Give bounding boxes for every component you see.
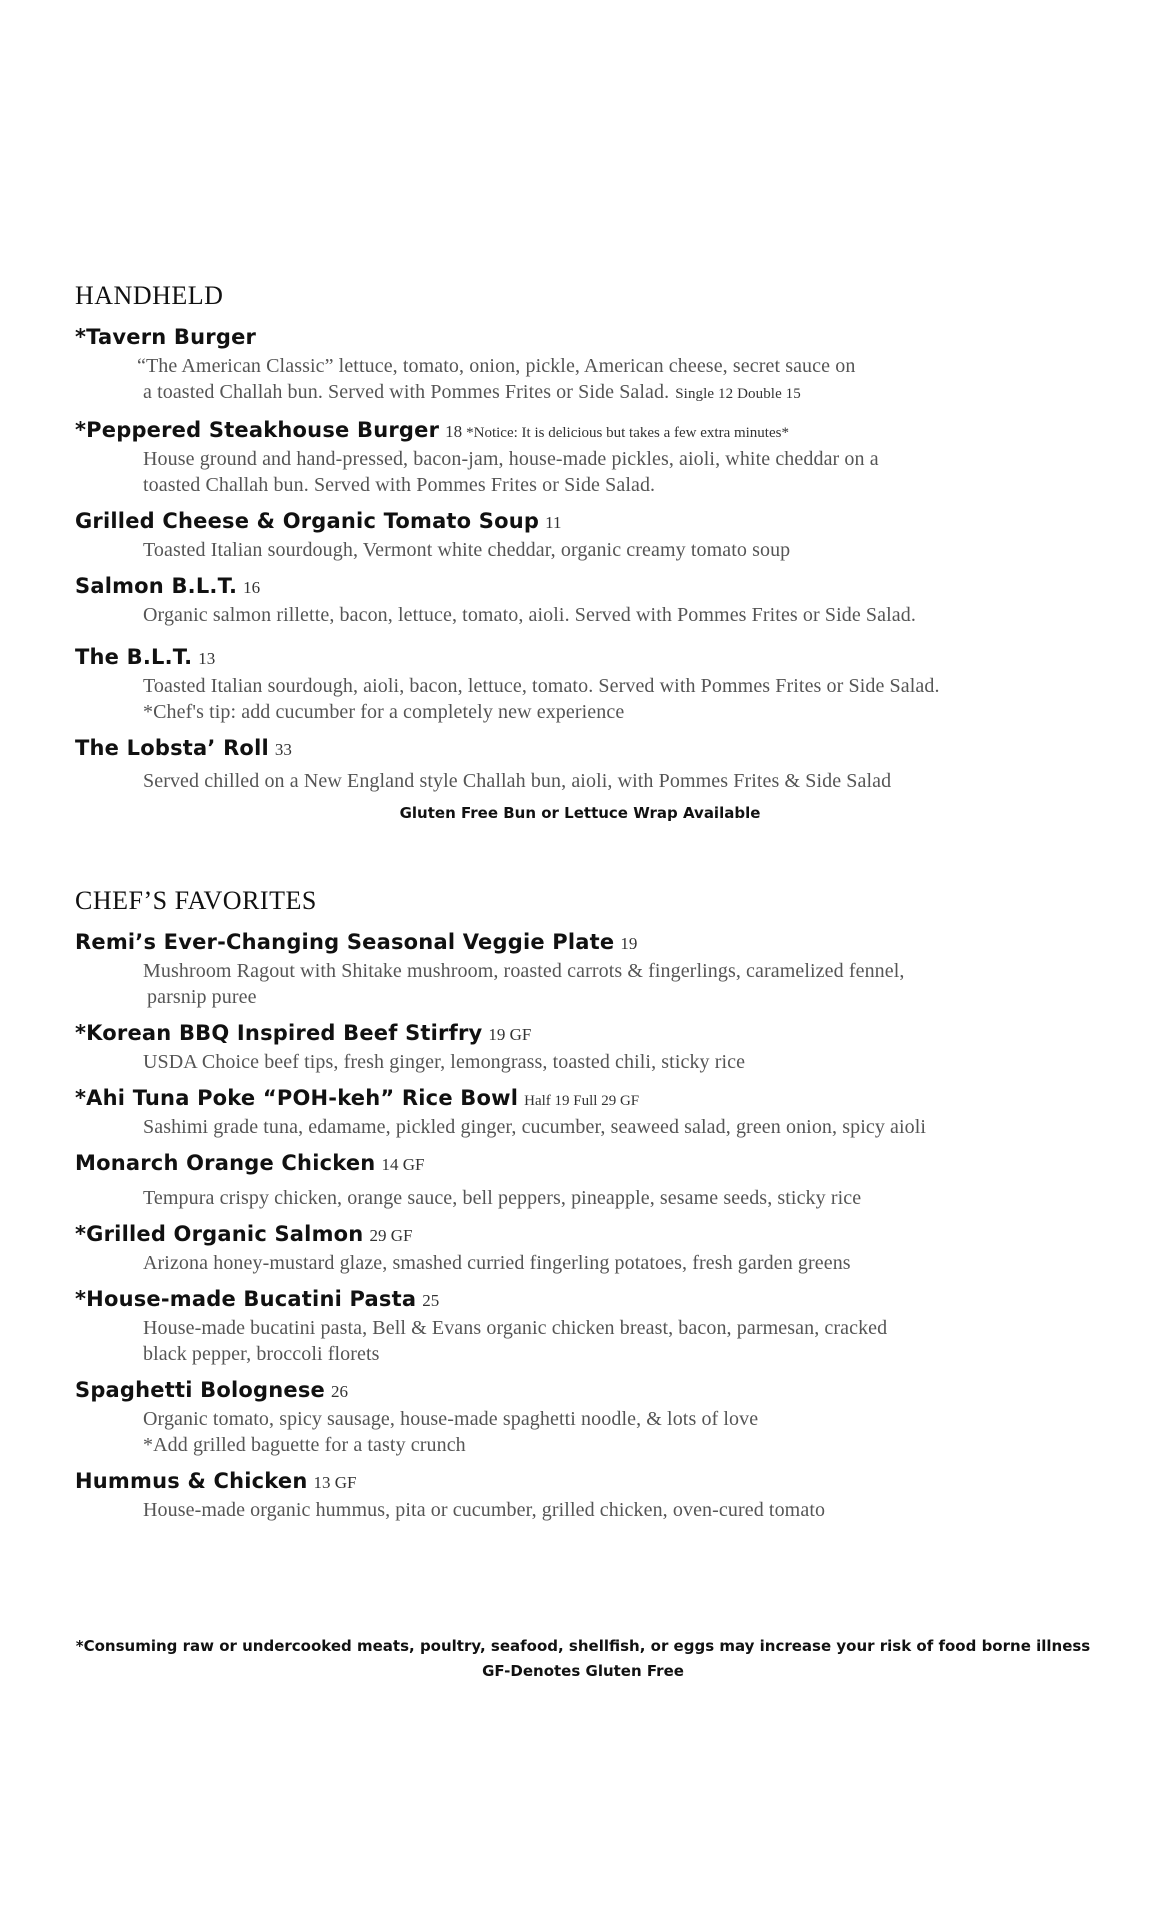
item-name: *Peppered Steakhouse Burger bbox=[75, 418, 440, 442]
item-name: Salmon B.L.T. bbox=[75, 574, 238, 598]
item-description: Arizona honey-mustard glaze, smashed curried fingerling potatoes, fresh garden greens bbox=[143, 1252, 851, 1274]
item-name: Hummus & Chicken bbox=[75, 1469, 308, 1493]
menu-item bbox=[75, 508, 1085, 563]
section-title-chefs-favorites: CHEF’S FAVORITES bbox=[75, 886, 317, 915]
section-title-handheld: HANDHELD bbox=[75, 281, 224, 310]
item-description: Organic tomato, spicy sausage, house-made spaghetti noodle, & lots of love bbox=[143, 1408, 759, 1430]
item-description: Toasted Italian sourdough, Vermont white cheddar, organic creamy tomato soup bbox=[143, 539, 791, 561]
menu-item bbox=[75, 1150, 1085, 1211]
item-price: 29 GF bbox=[369, 1226, 413, 1245]
item-price: 11 bbox=[545, 513, 562, 532]
item-name: Grilled Cheese & Organic Tomato Soup bbox=[75, 509, 540, 533]
item-description: toasted Challah bun. Served with Pommes Frites or Side Salad. bbox=[143, 474, 656, 496]
menu-item bbox=[75, 929, 1085, 1010]
item-price: 19 bbox=[620, 934, 638, 953]
item-price: 26 bbox=[330, 1382, 348, 1401]
item-description: House-made bucatini pasta, Bell & Evans organic chicken breast, bacon, parmesan, cracked bbox=[143, 1317, 888, 1339]
item-description: *Chef's tip: add cucumber for a completely new experience bbox=[143, 701, 625, 723]
item-name: *Korean BBQ Inspired Beef Stirfry bbox=[75, 1021, 483, 1045]
item-description: Tempura crispy chicken, orange sauce, bell peppers, pineapple, sesame seeds, sticky rice bbox=[143, 1187, 862, 1209]
menu-item bbox=[75, 1286, 1085, 1367]
menu-item bbox=[75, 1020, 1085, 1075]
item-name: *Tavern Burger bbox=[75, 325, 257, 349]
item-price: 19 GF bbox=[488, 1025, 532, 1044]
menu-item bbox=[75, 1085, 1085, 1140]
menu-item bbox=[75, 1377, 1085, 1458]
item-description: Mushroom Ragout with Shitake mushroom, roasted carrots & fingerlings, caramelized fennel, bbox=[143, 960, 905, 982]
menu-item bbox=[75, 644, 1085, 725]
item-name: *Ahi Tuna Poke “POH-keh” Rice Bowl bbox=[75, 1086, 519, 1110]
item-description: *Add grilled baguette for a tasty crunch bbox=[143, 1434, 466, 1456]
item-description: black pepper, broccoli florets bbox=[143, 1343, 380, 1365]
item-description: Sashimi grade tuna, edamame, pickled ginger, cucumber, seaweed salad, green onion, spicy aioli bbox=[143, 1116, 927, 1138]
menu-item bbox=[75, 573, 1085, 628]
item-description: parsnip puree bbox=[147, 986, 257, 1008]
item-description: Toasted Italian sourdough, aioli, bacon, lettuce, tomato. Served with Pommes Frites or Side Salad. bbox=[143, 675, 940, 697]
item-notice: *Notice: It is delicious but takes a few extra minutes* bbox=[466, 425, 789, 441]
item-price: 33 bbox=[274, 740, 292, 759]
item-price: 13 bbox=[198, 649, 216, 668]
item-description: House ground and hand-pressed, bacon-jam, house-made pickles, aioli, white cheddar on a bbox=[143, 448, 879, 470]
item-price: 13 GF bbox=[313, 1473, 357, 1492]
menu-item bbox=[75, 417, 1085, 498]
menu-item bbox=[75, 1221, 1085, 1276]
item-description: USDA Choice beef tips, fresh ginger, lemongrass, toasted chili, sticky rice bbox=[143, 1051, 746, 1073]
item-name: The B.L.T. bbox=[75, 645, 193, 669]
gluten-free-legend: GF-Denotes Gluten Free bbox=[482, 1662, 684, 1680]
item-price: Single 12 Double 15 bbox=[675, 386, 801, 402]
item-name: Spaghetti Bolognese bbox=[75, 1378, 325, 1402]
item-price: 16 bbox=[243, 578, 261, 597]
chefs-favorites-section bbox=[75, 885, 1085, 1533]
item-price: 14 GF bbox=[381, 1155, 425, 1174]
item-name: *House-made Bucatini Pasta bbox=[75, 1287, 417, 1311]
item-price: Half 19 Full 29 GF bbox=[524, 1093, 640, 1109]
item-name: Monarch Orange Chicken bbox=[75, 1151, 376, 1175]
menu-item bbox=[75, 735, 1085, 794]
item-name: The Lobsta’ Roll bbox=[75, 736, 269, 760]
item-description: House-made organic hummus, pita or cucumber, grilled chicken, oven-cured tomato bbox=[143, 1499, 826, 1521]
food-safety-warning: *Consuming raw or undercooked meats, poultry, seafood, shellfish, or eggs may increase your risk of food borne illness bbox=[75, 1637, 1091, 1655]
menu-item bbox=[75, 1468, 1085, 1523]
item-description: a toasted Challah bun. Served with Pommes Frites or Side Salad. Single 12 Double 15 bbox=[143, 381, 801, 403]
handheld-section bbox=[75, 280, 1085, 822]
item-description: Organic salmon rillette, bacon, lettuce, tomato, aioli. Served with Pommes Frites or Side Salad. bbox=[143, 604, 916, 626]
item-name: Remi’s Ever-Changing Seasonal Veggie Plate bbox=[75, 930, 615, 954]
item-name: *Grilled Organic Salmon bbox=[75, 1222, 364, 1246]
menu-item bbox=[75, 324, 1085, 407]
item-description: “The American Classic” lettuce, tomato, onion, pickle, American cheese, secret sauce on bbox=[137, 355, 856, 377]
item-description: Served chilled on a New England style Challah bun, aioli, with Pommes Frites & Side Salad bbox=[143, 770, 892, 792]
menu-footer bbox=[60, 1634, 1106, 1684]
item-price: 18 bbox=[445, 422, 463, 441]
gluten-free-note: Gluten Free Bun or Lettuce Wrap Available bbox=[399, 804, 761, 822]
item-price: 25 bbox=[422, 1291, 440, 1310]
